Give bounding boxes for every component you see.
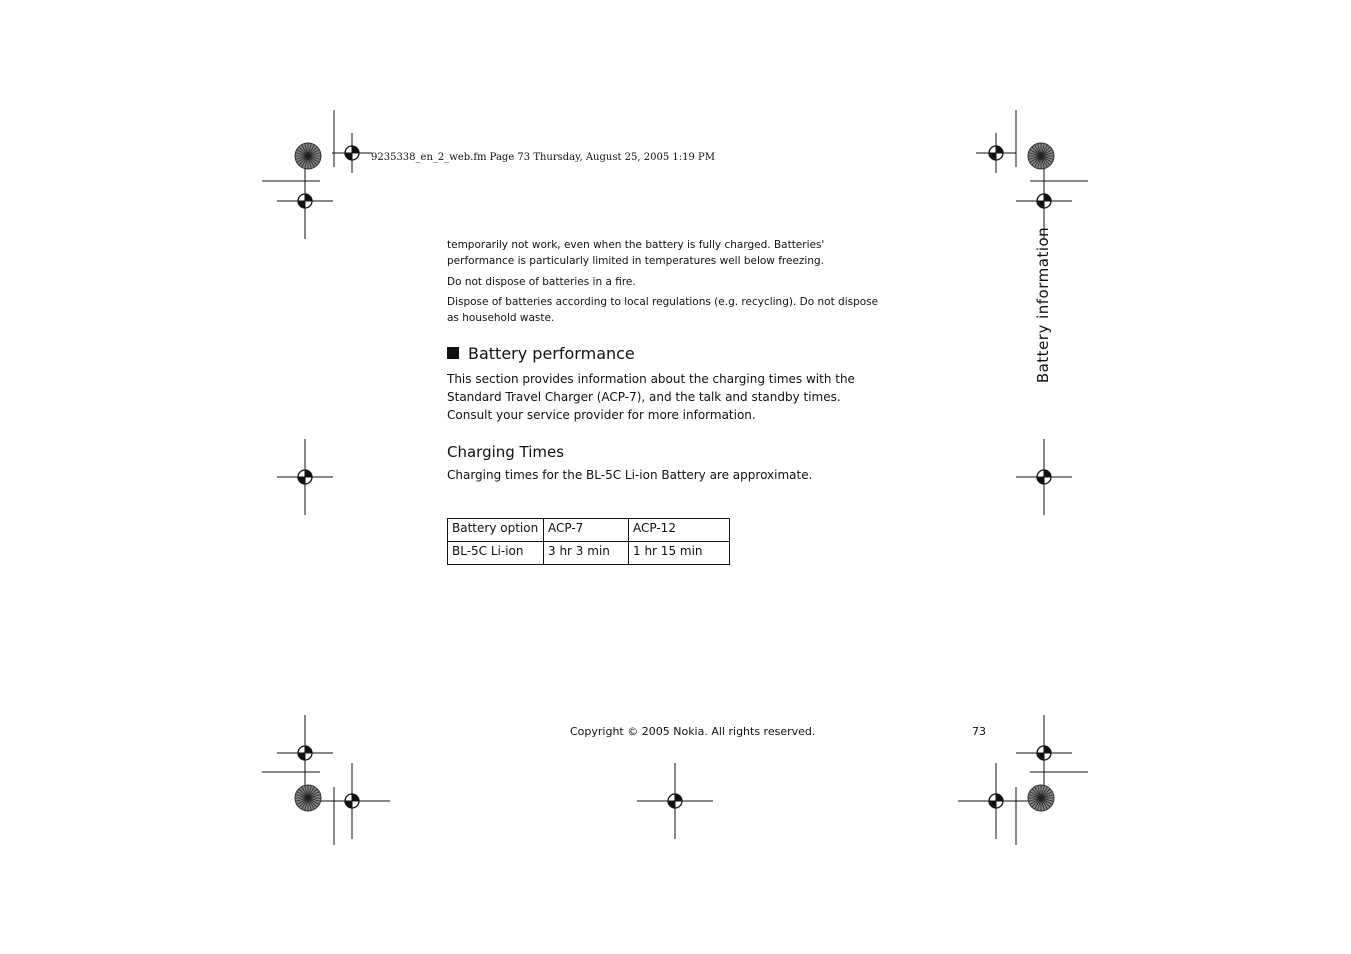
file-info-header: 9235338_en_2_web.fm Page 73 Thursday, August 25, 2005 1:19 PM: [371, 152, 715, 163]
table-header-row: [448, 519, 730, 542]
page-number: 73: [972, 725, 986, 738]
crosshair-icon: [976, 133, 1016, 173]
table-cell: Battery option: [448, 519, 544, 542]
table-cell: ACP-12: [629, 519, 730, 542]
table-cell: ACP-7: [544, 519, 629, 542]
table-cell: 1 hr 15 min: [629, 542, 730, 565]
section-body: This section provides information about the charging times with the Standard Travel Charger (ACP-7), and the talk and standby times. Consult your service provider for more information.: [447, 372, 855, 422]
paragraph-disposal-note: Dispose of batteries according to local regulations (e.g. recycling). Do not dispose as household waste.: [447, 296, 879, 324]
table-cell: 3 hr 3 min: [544, 542, 629, 565]
subsection-body: Charging times for the BL-5C Li-ion Battery are approximate.: [447, 468, 813, 482]
paragraph-fire-warning: Do not dispose of batteries in a fire.: [447, 276, 636, 288]
subsection-title: Charging Times: [447, 443, 565, 461]
side-tab-title: Battery information: [1034, 226, 1052, 384]
registration-star-icon: [295, 785, 321, 811]
crosshair-icon: [314, 763, 390, 839]
registration-star-icon: [1028, 785, 1054, 811]
paragraph-temperature-note: temporarily not work, even when the battery is fully charged. Batteries' performance is particularly limited in temperatures well below freezing.: [447, 239, 825, 267]
crosshair-icon: [332, 133, 372, 173]
square-bullet-icon: [447, 347, 459, 359]
table-cell: BL-5C Li-ion: [448, 542, 544, 565]
table-row: [448, 542, 730, 565]
copyright-footer: Copyright © 2005 Nokia. All rights reserved.: [570, 725, 816, 738]
registration-star-icon: [295, 143, 321, 169]
crosshair-icon: [958, 763, 1034, 839]
section-heading: [447, 344, 635, 363]
charging-times-table: [447, 518, 730, 565]
section-title: Battery performance: [468, 344, 635, 363]
registration-star-icon: [1028, 143, 1054, 169]
